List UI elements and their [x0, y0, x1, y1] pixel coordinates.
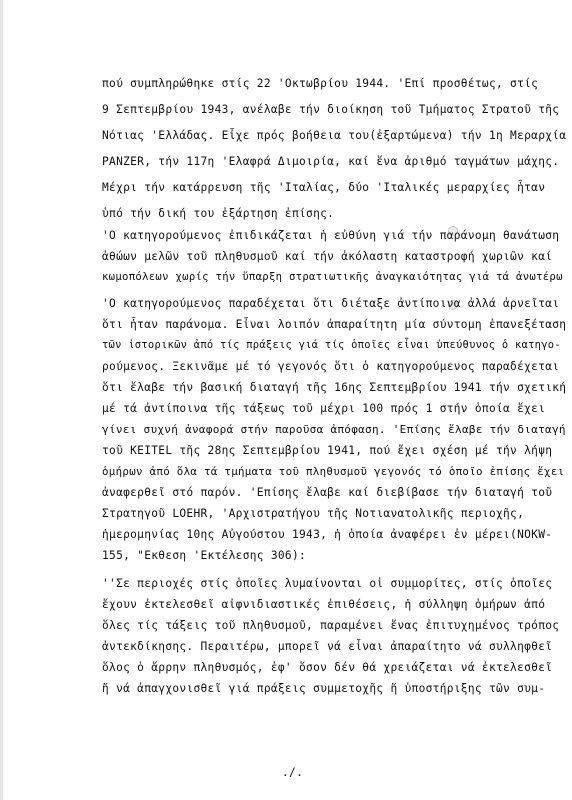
text-line: Μέχρι τήν κατάρρευση τῆς 'Ιταλίας, δύο 'Ιταλικές μεραρχίες ἦταν — [102, 181, 546, 194]
text-line: ὅτι ἦταν παράνομα. Εἶναι λοιπόν ἀπαραίτητη μία σύντομη ἐπανεξέταση — [102, 318, 567, 331]
text-line: ἡμερομηνίας 10ης Αὐγούστου 1943, ἡ ὁποία ἀναφέρει ἐν μέρει(NOKW- — [102, 528, 553, 541]
text-line: πού συμπληρώθηκε στίς 22 'Οκτωβρίου 1944. 'Επί προσθέτως, στίς — [102, 77, 539, 90]
text-line: PANZER, τήν 117η 'Ελαφρά Διμοιρία, καί ἕνα ἀριθμό ταγμάτων μάχης. — [102, 155, 560, 168]
text-line: ὅτι ἔλαβε τήν βασική διαταγή τῆς 16ης Σεπτεμβρίου 1941 τήν σχετική — [102, 381, 567, 394]
text-line: ''Σε περιοχές στίς ὁποῖες λυμαίνονται οἱ συμμορίτες, στίς ὁποῖες — [102, 577, 553, 590]
page-marker: ./. — [282, 766, 304, 779]
text-line: τοῦ KEITEL τῆς 28ης Σεπτεμβρίου 1941, πού ἔχει σχέση μέ τήν λήψη — [102, 444, 553, 457]
text-line: κωμοπόλεων χωρίς τήν ὕπαρξη στρατιωτικῆς ἀναγκαιότητας γιά τά ἀνωτέρω — [102, 271, 563, 283]
text-line: 155, "Εκθεση 'Εκτέλεσης 306): — [102, 549, 307, 562]
text-line: ἤ νά ἀπαγχονισθεῖ γιά πράξεις συμμετοχῆς ἤ ὑποστήριξης τῶν συμ- — [102, 682, 546, 695]
text-line: ὁμήρων ἀπό ὅλα τά τμήματα τοῦ πληθυσμοῦ γεγονός τό ὁποῖο ἐπίσης ἔχει — [102, 465, 565, 478]
text-line: 'Ο κατηγορούμενος ἐπιδικάζεται ἡ εὐθύνη γιά τήν παράνομη θανάτωση — [102, 229, 560, 242]
text-line: ρούμενος. Ξεκινᾶμε μέ τό γεγονός ὅτι ὁ κατηγορούμενος παραδέχεται — [102, 360, 560, 373]
text-line: μέ τά ἀντίποινα τῆς τάξεως τοῦ μέχρι 100 πρός 1 στήν ὁποία ἔχει — [102, 402, 546, 415]
text-line: ἀναφερθεῖ στό παρόν. 'Επίσης ἔλαβε καί διεβίβασε τήν διαταγή τοῦ — [102, 486, 553, 499]
text-line: γίνει συχνή ἀναφορά στήν παροῦσα ἀπόφαση. 'Επίσης ἔλαβε τήν διαταγή — [102, 423, 566, 436]
text-line: 'Ο κατηγορούμενος παραδέχεται ὅτι διέταξε ἀντίποινα ἀλλά ἀρνεῖται — [102, 297, 560, 310]
text-line: ἔχουν ἐκτελεσθεῖ αἰφνιδιαστικές ἐπιθέσεις, ἡ σύλληψη ὁμήρων ἀπό — [102, 598, 546, 611]
text-line: Στρατηγοῦ LOEHR, 'Αρχιστρατήγου τῆς Νοτιανατολικῆς περιοχῆς, — [102, 507, 525, 520]
page-edge — [0, 0, 3, 800]
text-line: τῶν ἱστορικῶν ἀπό τίς πράξεις γιά τίς ὁποῖες εἶναι ὑπεύθυνος ὁ κατηγο- — [102, 339, 561, 351]
text-line: ἀθώων μελῶν τοῦ πληθυσμοῦ καί τήν ἀκόλαστη καταστροφή χωριῶν καί — [102, 250, 553, 263]
text-line: ἀντεκδίκησης. Περαιτέρω, μπορεῖ νά εἶναι ἀπαραίτητο νά συλληφθεῖ — [102, 640, 553, 653]
text-line: ὑπό τήν δική του ἐξάρτηση ἐπίσης. — [102, 207, 335, 220]
text-line: Νότιας 'Ελλάδας. Εἶχε πρός βοήθεια του(ἐξαρτώμενα) τήν 1η Μεραρχία — [102, 129, 567, 142]
text-line: ὅλος ὁ ἄρρην πληθυσμός, ἐφ' ὅσον δέν θά χρειάζεται νά ἐκτελεσθεῖ — [102, 661, 553, 674]
text-line: 9 Σεπτεμβρίου 1943, ανέλαβε τήν διοίκηση τοῦ Τμήματος Στρατοῦ τῆς — [102, 103, 560, 116]
text-line: ὅλες τίς τάξεις τοῦ πληθυσμοῦ, παραμένει ἕνας ἐπιτυχημένος τρόπος — [102, 619, 560, 632]
